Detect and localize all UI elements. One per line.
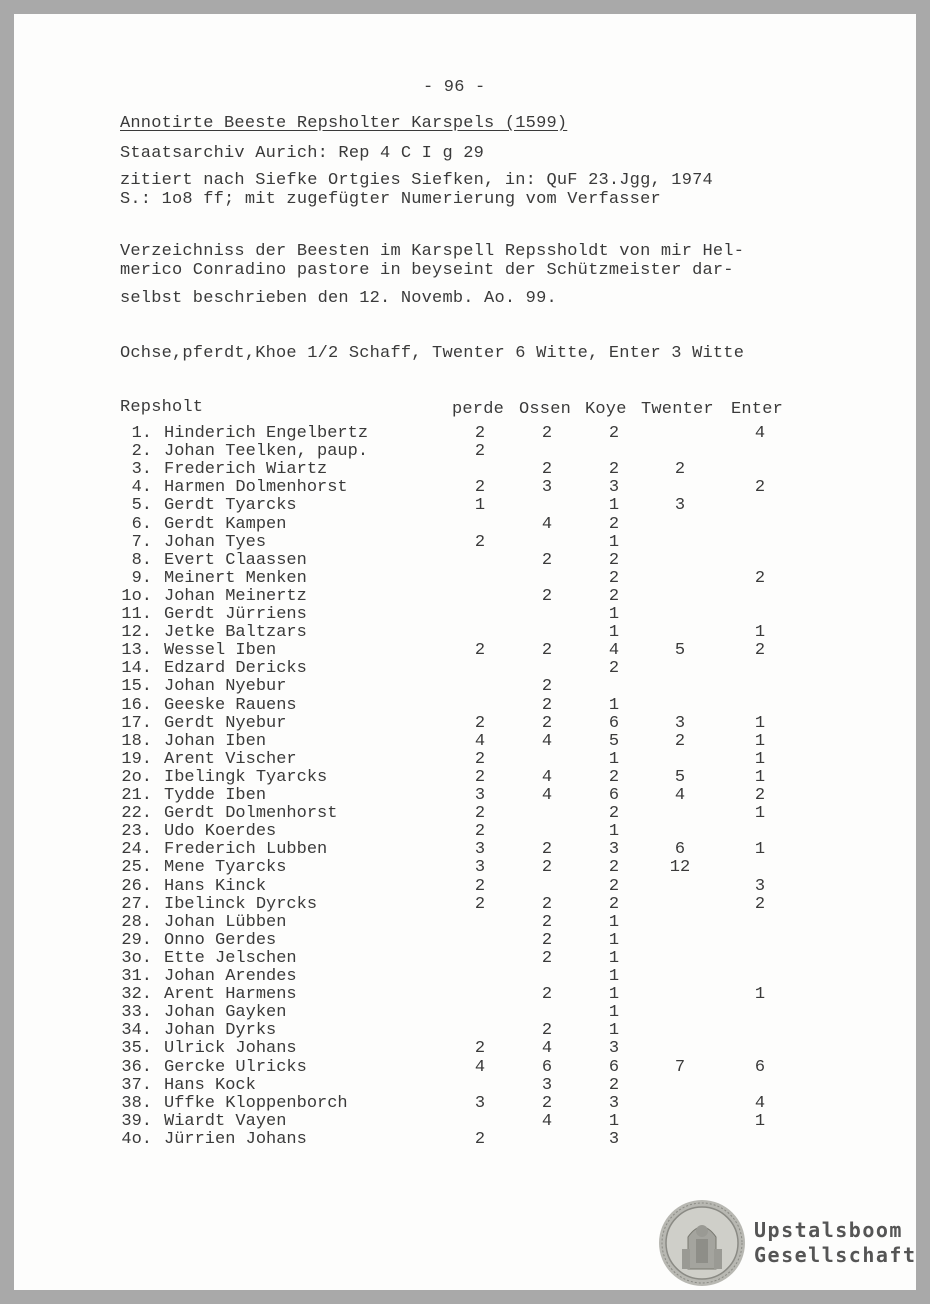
count-koye: 1 bbox=[608, 967, 620, 986]
row-number: 1o. bbox=[121, 587, 152, 606]
count-koye: 2 bbox=[608, 569, 620, 588]
count-enter: 1 bbox=[754, 732, 766, 751]
row-number: 19. bbox=[121, 750, 152, 769]
row-number: 31. bbox=[121, 967, 152, 986]
count-perde: 2 bbox=[474, 1130, 486, 1149]
count-koye: 2 bbox=[608, 551, 620, 570]
count-koye: 1 bbox=[608, 696, 620, 715]
owner-name: Ulrick Johans bbox=[164, 1039, 297, 1058]
count-perde: 2 bbox=[474, 895, 486, 914]
count-ossen: 2 bbox=[541, 551, 553, 570]
owner-name: Gerdt Tyarcks bbox=[164, 496, 297, 515]
count-koye: 1 bbox=[608, 496, 620, 515]
count-enter: 2 bbox=[754, 641, 766, 660]
count-koye: 6 bbox=[608, 786, 620, 805]
owner-name: Mene Tyarcks bbox=[164, 858, 287, 877]
count-perde: 2 bbox=[474, 442, 486, 461]
count-koye: 2 bbox=[608, 858, 620, 877]
count-koye: 2 bbox=[608, 768, 620, 787]
row-number: 22. bbox=[121, 804, 152, 823]
count-ossen: 2 bbox=[541, 587, 553, 606]
count-twenter: 5 bbox=[674, 768, 686, 787]
count-perde: 3 bbox=[474, 786, 486, 805]
count-enter: 3 bbox=[754, 877, 766, 896]
count-koye: 2 bbox=[608, 515, 620, 534]
row-number: 16. bbox=[121, 696, 152, 715]
count-koye: 1 bbox=[608, 1021, 620, 1040]
owner-name: Gerdt Kampen bbox=[164, 515, 287, 534]
count-koye: 3 bbox=[608, 1130, 620, 1149]
count-twenter: 6 bbox=[674, 840, 686, 859]
column-header-perde: perde bbox=[452, 400, 505, 419]
count-koye: 1 bbox=[608, 985, 620, 1004]
count-koye: 3 bbox=[608, 478, 620, 497]
owner-name: Arent Harmens bbox=[164, 985, 297, 1004]
owner-name: Arent Vischer bbox=[164, 750, 297, 769]
count-enter: 6 bbox=[754, 1058, 766, 1077]
row-number: 2. bbox=[131, 442, 152, 461]
owner-name: Johan Teelken, paup. bbox=[164, 442, 369, 461]
owner-name: Geeske Rauens bbox=[164, 696, 297, 715]
row-number: 37. bbox=[121, 1076, 152, 1095]
citation-line-2: S.: 1o8 ff; mit zugefügter Numerierung vom Verfasser bbox=[120, 190, 661, 209]
row-number: 21. bbox=[121, 786, 152, 805]
owner-name: Johan Nyebur bbox=[164, 677, 287, 696]
count-ossen: 2 bbox=[541, 985, 553, 1004]
conversion-note: Ochse,pferdt,Khoe 1/2 Schaff, Twenter 6 Witte, Enter 3 Witte bbox=[120, 344, 745, 363]
count-koye: 3 bbox=[608, 1039, 620, 1058]
row-number: 3o. bbox=[121, 949, 152, 968]
place-header: Repsholt bbox=[120, 398, 204, 417]
row-number: 5. bbox=[131, 496, 152, 515]
citation-line-1: zitiert nach Siefke Ortgies Siefken, in: QuF 23.Jgg, 1974 bbox=[120, 171, 713, 190]
column-header-koye: Koye bbox=[585, 400, 627, 419]
row-number: 35. bbox=[121, 1039, 152, 1058]
row-number: 12. bbox=[121, 623, 152, 642]
count-koye: 2 bbox=[608, 877, 620, 896]
count-perde: 2 bbox=[474, 822, 486, 841]
owner-name: Gercke Ulricks bbox=[164, 1058, 307, 1077]
owner-name: Johan Dyrks bbox=[164, 1021, 277, 1040]
count-perde: 2 bbox=[474, 478, 486, 497]
row-number: 6. bbox=[131, 515, 152, 534]
document-title: Annotirte Beeste Repsholter Karspels (1599) bbox=[120, 114, 568, 133]
owner-name: Evert Claassen bbox=[164, 551, 307, 570]
owner-name: Johan Iben bbox=[164, 732, 267, 751]
document-page bbox=[14, 14, 916, 1290]
row-number: 26. bbox=[121, 877, 152, 896]
intro-line-2: merico Conradino pastore in beyseint der Schützmeister dar- bbox=[120, 261, 734, 280]
count-enter: 1 bbox=[754, 623, 766, 642]
count-ossen: 4 bbox=[541, 1039, 553, 1058]
count-ossen: 2 bbox=[541, 840, 553, 859]
count-koye: 2 bbox=[608, 1076, 620, 1095]
count-twenter: 2 bbox=[674, 460, 686, 479]
row-number: 1. bbox=[131, 424, 152, 443]
count-enter: 2 bbox=[754, 786, 766, 805]
column-header-twenter: Twenter bbox=[641, 400, 714, 419]
row-number: 25. bbox=[121, 858, 152, 877]
count-koye: 1 bbox=[608, 913, 620, 932]
count-twenter: 12 bbox=[669, 858, 691, 877]
owner-name: Wessel Iben bbox=[164, 641, 277, 660]
count-enter: 1 bbox=[754, 750, 766, 769]
row-number: 39. bbox=[121, 1112, 152, 1131]
row-number: 2o. bbox=[121, 768, 152, 787]
owner-name: Onno Gerdes bbox=[164, 931, 277, 950]
row-number: 9. bbox=[131, 569, 152, 588]
owner-name: Johan Tyes bbox=[164, 533, 267, 552]
count-koye: 1 bbox=[608, 1003, 620, 1022]
count-enter: 1 bbox=[754, 985, 766, 1004]
row-number: 7. bbox=[131, 533, 152, 552]
owner-name: Ibelinck Dyrcks bbox=[164, 895, 318, 914]
count-ossen: 4 bbox=[541, 768, 553, 787]
row-number: 13. bbox=[121, 641, 152, 660]
row-number: 14. bbox=[121, 659, 152, 678]
row-number: 24. bbox=[121, 840, 152, 859]
count-enter: 2 bbox=[754, 895, 766, 914]
count-perde: 2 bbox=[474, 750, 486, 769]
count-ossen: 2 bbox=[541, 714, 553, 733]
count-ossen: 2 bbox=[541, 696, 553, 715]
count-koye: 1 bbox=[608, 949, 620, 968]
owner-name: Tydde Iben bbox=[164, 786, 267, 805]
count-koye: 1 bbox=[608, 1112, 620, 1131]
count-twenter: 3 bbox=[674, 714, 686, 733]
owner-name: Hans Kinck bbox=[164, 877, 267, 896]
count-ossen: 2 bbox=[541, 460, 553, 479]
count-koye: 2 bbox=[608, 659, 620, 678]
count-perde: 2 bbox=[474, 641, 486, 660]
owner-name: Gerdt Jürriens bbox=[164, 605, 307, 624]
count-koye: 1 bbox=[608, 931, 620, 950]
count-koye: 6 bbox=[608, 1058, 620, 1077]
count-enter: 2 bbox=[754, 569, 766, 588]
count-perde: 2 bbox=[474, 533, 486, 552]
owner-name: Meinert Menken bbox=[164, 569, 307, 588]
count-twenter: 2 bbox=[674, 732, 686, 751]
row-number: 33. bbox=[121, 1003, 152, 1022]
count-koye: 1 bbox=[608, 533, 620, 552]
count-enter: 1 bbox=[754, 840, 766, 859]
count-perde: 3 bbox=[474, 840, 486, 859]
count-ossen: 4 bbox=[541, 732, 553, 751]
owner-name: Johan Arendes bbox=[164, 967, 297, 986]
count-koye: 2 bbox=[608, 424, 620, 443]
owner-name: Jürrien Johans bbox=[164, 1130, 307, 1149]
row-number: 18. bbox=[121, 732, 152, 751]
society-name-line2: Gesellschaft bbox=[754, 1243, 917, 1267]
intro-line-3: selbst beschrieben den 12. Novemb. Ao. 99. bbox=[120, 289, 557, 308]
owner-name: Frederich Lubben bbox=[164, 840, 328, 859]
row-number: 32. bbox=[121, 985, 152, 1004]
archive-reference: Staatsarchiv Aurich: Rep 4 C I g 29 bbox=[120, 144, 485, 163]
owner-name: Wiardt Vayen bbox=[164, 1112, 287, 1131]
owner-name: Ette Jelschen bbox=[164, 949, 297, 968]
count-enter: 1 bbox=[754, 714, 766, 733]
count-ossen: 2 bbox=[541, 895, 553, 914]
row-number: 27. bbox=[121, 895, 152, 914]
count-enter: 4 bbox=[754, 1094, 766, 1113]
row-number: 28. bbox=[121, 913, 152, 932]
count-ossen: 2 bbox=[541, 641, 553, 660]
seal-icon bbox=[658, 1199, 746, 1287]
count-ossen: 2 bbox=[541, 677, 553, 696]
count-perde: 2 bbox=[474, 1039, 486, 1058]
count-koye: 2 bbox=[608, 460, 620, 479]
count-perde: 1 bbox=[474, 496, 486, 515]
count-enter: 1 bbox=[754, 1112, 766, 1131]
count-enter: 2 bbox=[754, 478, 766, 497]
row-number: 23. bbox=[121, 822, 152, 841]
count-koye: 3 bbox=[608, 840, 620, 859]
row-number: 38. bbox=[121, 1094, 152, 1113]
count-perde: 2 bbox=[474, 877, 486, 896]
count-koye: 6 bbox=[608, 714, 620, 733]
count-koye: 1 bbox=[608, 605, 620, 624]
count-perde: 4 bbox=[474, 1058, 486, 1077]
row-number: 15. bbox=[121, 677, 152, 696]
count-ossen: 3 bbox=[541, 1076, 553, 1095]
count-ossen: 2 bbox=[541, 931, 553, 950]
count-koye: 2 bbox=[608, 587, 620, 606]
owner-name: Hans Kock bbox=[164, 1076, 256, 1095]
count-twenter: 3 bbox=[674, 496, 686, 515]
count-koye: 1 bbox=[608, 623, 620, 642]
owner-name: Hinderich Engelbertz bbox=[164, 424, 369, 443]
column-header-enter: Enter bbox=[731, 400, 784, 419]
count-koye: 4 bbox=[608, 641, 620, 660]
count-koye: 1 bbox=[608, 822, 620, 841]
row-number: 34. bbox=[121, 1021, 152, 1040]
owner-name: Uffke Kloppenborch bbox=[164, 1094, 348, 1113]
count-twenter: 5 bbox=[674, 641, 686, 660]
owner-name: Frederich Wiartz bbox=[164, 460, 328, 479]
row-number: 11. bbox=[121, 605, 152, 624]
count-perde: 4 bbox=[474, 732, 486, 751]
row-number: 4. bbox=[131, 478, 152, 497]
count-ossen: 2 bbox=[541, 949, 553, 968]
count-ossen: 6 bbox=[541, 1058, 553, 1077]
page-number: - 96 - bbox=[423, 78, 486, 97]
count-perde: 2 bbox=[474, 424, 486, 443]
owner-name: Edzard Dericks bbox=[164, 659, 307, 678]
count-twenter: 4 bbox=[674, 786, 686, 805]
owner-name: Johan Lübben bbox=[164, 913, 287, 932]
count-ossen: 2 bbox=[541, 1021, 553, 1040]
intro-line-1: Verzeichniss der Beesten im Karspell Repssholdt von mir Hel- bbox=[120, 242, 745, 261]
count-koye: 2 bbox=[608, 804, 620, 823]
owner-name: Udo Koerdes bbox=[164, 822, 277, 841]
count-ossen: 4 bbox=[541, 1112, 553, 1131]
count-ossen: 2 bbox=[541, 1094, 553, 1113]
count-enter: 1 bbox=[754, 804, 766, 823]
count-ossen: 4 bbox=[541, 515, 553, 534]
row-number: 29. bbox=[121, 931, 152, 950]
owner-name: Harmen Dolmenhorst bbox=[164, 478, 348, 497]
owner-name: Ibelingk Tyarcks bbox=[164, 768, 328, 787]
count-koye: 3 bbox=[608, 1094, 620, 1113]
row-number: 17. bbox=[121, 714, 152, 733]
column-header-ossen: Ossen bbox=[519, 400, 572, 419]
count-enter: 1 bbox=[754, 768, 766, 787]
count-ossen: 2 bbox=[541, 424, 553, 443]
count-perde: 3 bbox=[474, 858, 486, 877]
society-name-line1: Upstalsboom bbox=[754, 1218, 903, 1242]
owner-name: Jetke Baltzars bbox=[164, 623, 307, 642]
row-number: 3. bbox=[131, 460, 152, 479]
row-number: 36. bbox=[121, 1058, 152, 1077]
owner-name: Gerdt Nyebur bbox=[164, 714, 287, 733]
owner-name: Johan Meinertz bbox=[164, 587, 307, 606]
count-perde: 2 bbox=[474, 768, 486, 787]
count-koye: 2 bbox=[608, 895, 620, 914]
row-number: 4o. bbox=[121, 1130, 152, 1149]
count-enter: 4 bbox=[754, 424, 766, 443]
row-number: 8. bbox=[131, 551, 152, 570]
count-perde: 2 bbox=[474, 714, 486, 733]
owner-name: Gerdt Dolmenhorst bbox=[164, 804, 338, 823]
count-koye: 5 bbox=[608, 732, 620, 751]
owner-name: Johan Gayken bbox=[164, 1003, 287, 1022]
count-ossen: 3 bbox=[541, 478, 553, 497]
count-ossen: 2 bbox=[541, 913, 553, 932]
count-ossen: 2 bbox=[541, 858, 553, 877]
count-perde: 2 bbox=[474, 804, 486, 823]
count-twenter: 7 bbox=[674, 1058, 686, 1077]
count-perde: 3 bbox=[474, 1094, 486, 1113]
count-koye: 1 bbox=[608, 750, 620, 769]
count-ossen: 4 bbox=[541, 786, 553, 805]
